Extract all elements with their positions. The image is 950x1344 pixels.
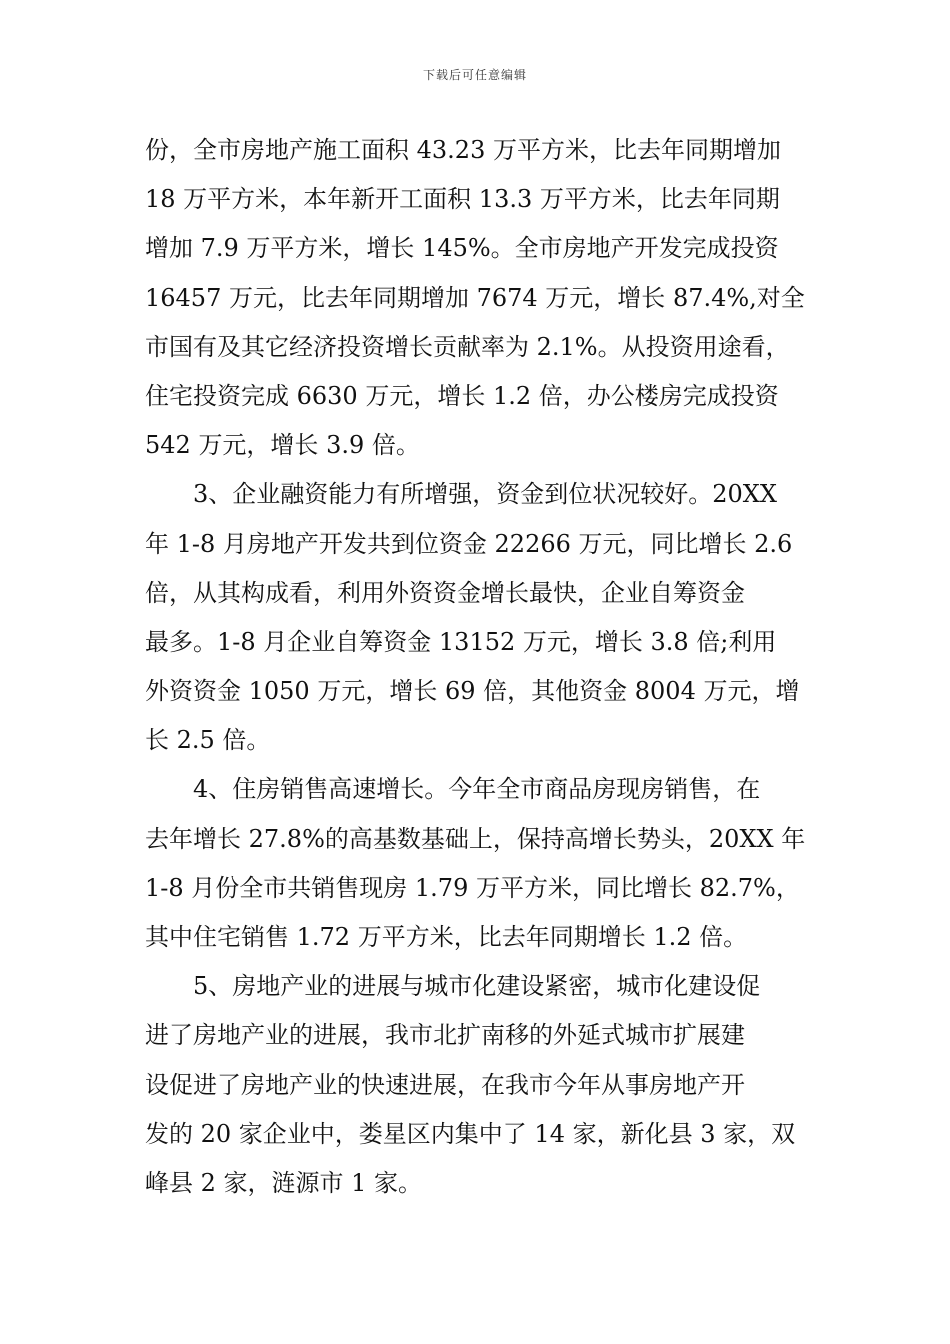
- text-line: 最多。1-8 月企业自筹资金 13152 万元，增长 3.8 倍;利用: [145, 627, 777, 656]
- text-line: 发的 20 家企业中，娄星区内集中了 14 家，新化县 3 家，双: [145, 1119, 796, 1148]
- text-line: 增加 7.9 万平方米，增长 145%。全市房地产开发完成投资: [145, 234, 779, 263]
- document-body: [145, 126, 815, 1208]
- text-line: 542 万元，增长 3.9 倍。: [145, 431, 420, 460]
- text-line: 住宅投资完成 6630 万元，增长 1.2 倍，办公楼房完成投资: [145, 381, 779, 410]
- page-header-note: 下载后可任意编辑: [422, 68, 527, 82]
- text-line: 设促进了房地产业的快速进展，在我市今年从事房地产开: [145, 1070, 745, 1099]
- paragraph-3: [145, 765, 815, 962]
- paragraph-2: [145, 470, 815, 765]
- text-line: 外资资金 1050 万元，增长 69 倍，其他资金 8004 万元，增: [145, 677, 800, 706]
- text-line: 去年增长 27.8%的高基数基础上，保持高增长势头，20XX 年: [145, 824, 806, 853]
- text-line: 份，全市房地产施工面积 43.23 万平方米，比去年同期增加: [145, 136, 781, 164]
- paragraph-4: [145, 962, 815, 1208]
- text-line: 倍，从其构成看，利用外资资金增长最快，企业自筹资金: [145, 578, 745, 607]
- text-line: 其中住宅销售 1.72 万平方米，比去年同期增长 1.2 倍。: [145, 923, 748, 951]
- text-line: 年 1-8 月房地产开发共到位资金 22266 万元，同比增长 2.6: [145, 529, 793, 558]
- paragraph-1: [145, 126, 815, 470]
- text-line: 峰县 2 家，涟源市 1 家。: [145, 1168, 423, 1197]
- text-line: 18 万平方米，本年新开工面积 13.3 万平方米，比去年同期: [145, 185, 780, 214]
- text-line: 5、房地产业的进展与城市化建设紧密，城市化建设促: [145, 972, 761, 1001]
- text-line: 长 2.5 倍。: [145, 726, 271, 755]
- text-line: 4、住房销售高速增长。今年全市商品房现房销售，在: [145, 775, 761, 804]
- text-line: 1-8 月份全市共销售现房 1.79 万平方米，同比增长 82.7%，: [145, 873, 800, 902]
- text-line: 3、企业融资能力有所增强，资金到位状况较好。20XX: [145, 480, 777, 509]
- text-line: 16457 万元，比去年同期增加 7674 万元，增长 87.4%,对全: [145, 283, 805, 312]
- text-line: 进了房地产业的进展，我市北扩南移的外延式城市扩展建: [145, 1021, 745, 1050]
- text-line: 市国有及其它经济投资增长贡献率为 2.1%。从投资用途看，: [145, 332, 790, 361]
